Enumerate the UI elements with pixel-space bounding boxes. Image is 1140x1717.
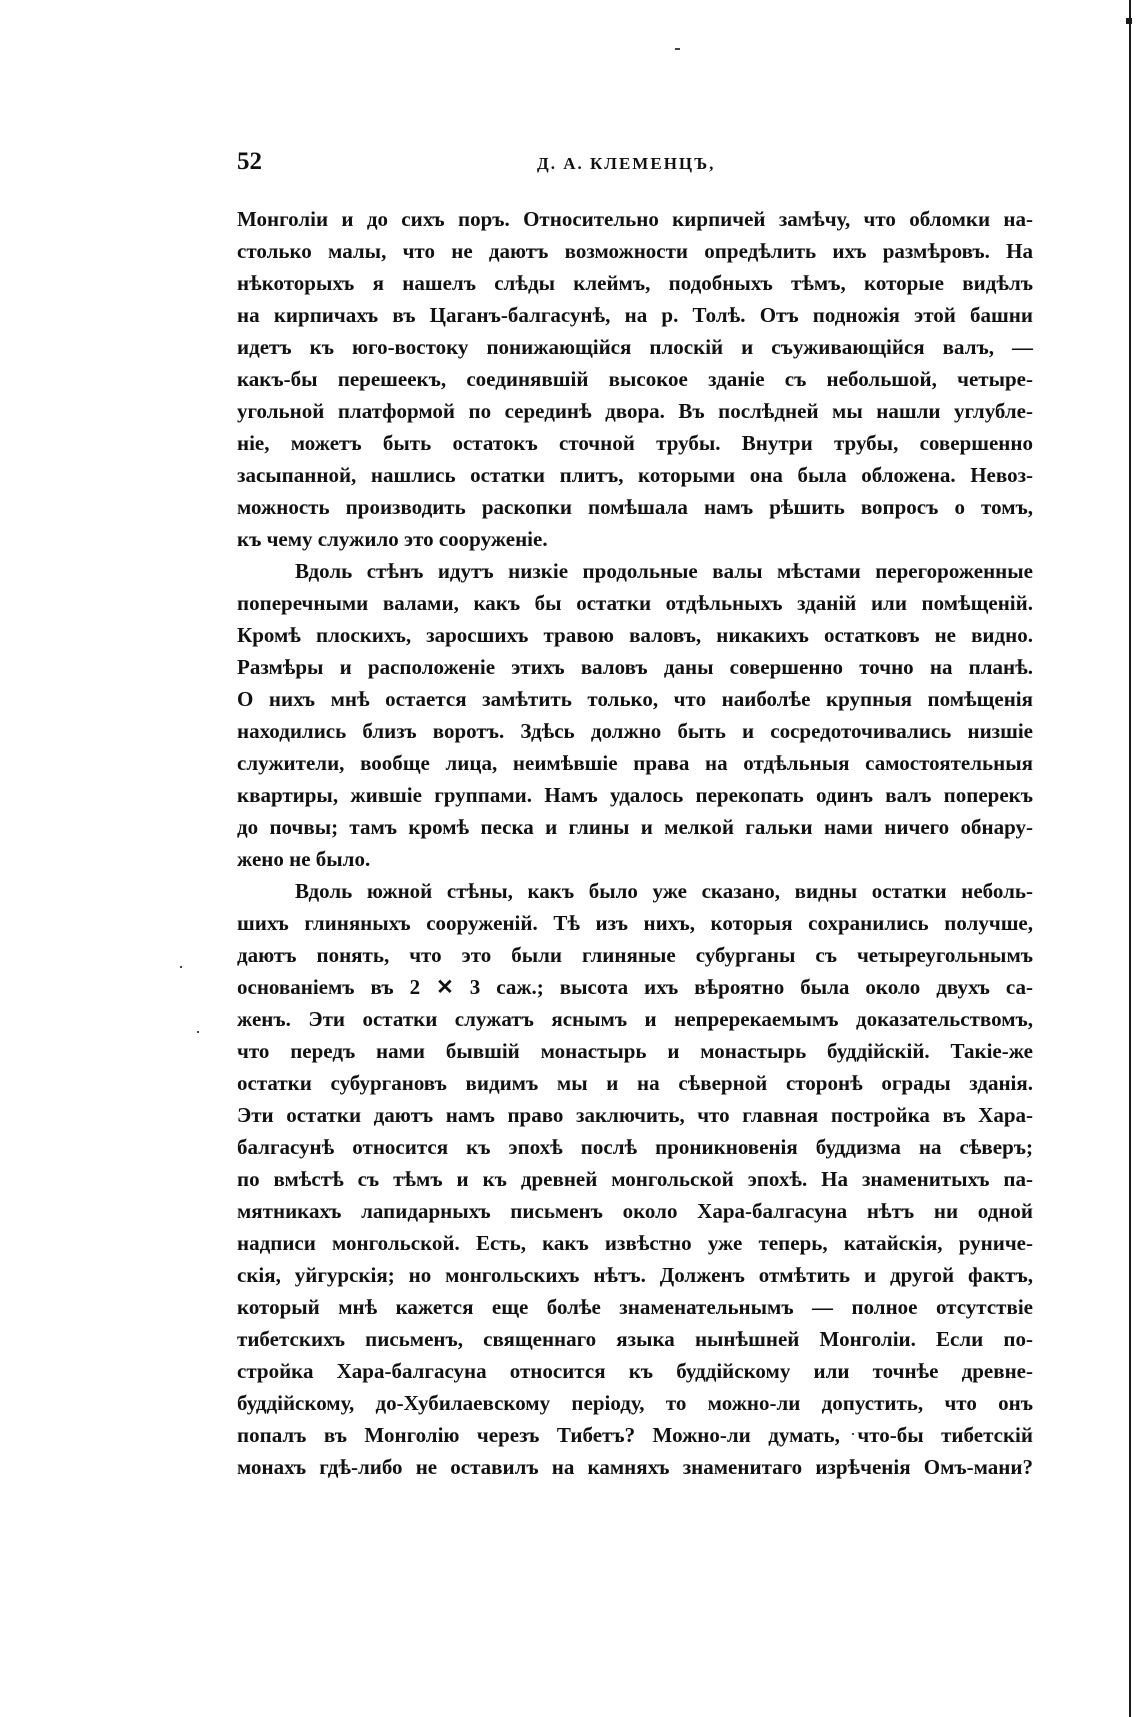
text-line: Вдоль стѣнъ идутъ низкіе продольные валы мѣстами перегороженные (295, 559, 1033, 583)
text-line: мятникахъ лапидарныхъ письменъ около Хара-балгасуна нѣтъ ни одной (237, 1199, 1033, 1223)
paragraph (237, 555, 1033, 875)
text-line: поперечными валами, какъ бы остатки отдѣльныхъ зданій или помѣщеній. (237, 591, 1033, 615)
text-line: жено не было. (237, 847, 371, 871)
text-line: буддійскому, до-Хубилаевскому періоду, то можно-ли допустить, что онъ (237, 1391, 1033, 1415)
text-line: можность производить раскопки помѣшала намъ рѣшить вопросъ о томъ, (237, 495, 1033, 519)
paragraph (237, 875, 1033, 1483)
print-speck (197, 1031, 199, 1033)
print-speck (180, 966, 182, 968)
text-line: на кирпичахъ въ Цаганъ-балгасунѣ, на р. Толѣ. Отъ подножія этой башни (237, 303, 1033, 327)
text-line: основаніемъ въ 2 ✕ 3 саж.; высота ихъ вѣроятно была около двухъ са- (237, 975, 1033, 999)
body-text (237, 203, 1033, 1483)
text-line: Размѣры и расположеніе этихъ валовъ даны совершенно точно на планѣ. (237, 655, 1033, 679)
page-edge-line (1129, 0, 1131, 1717)
text-line: Кромѣ плоскихъ, заросшихъ травою валовъ, никакихъ остатковъ не видно. (237, 623, 1033, 647)
text-line: который мнѣ кажется еще болѣе знаменательнымъ — полное отсутствіе (237, 1295, 1033, 1319)
page-edge-mark (1126, 18, 1132, 24)
text-line: Эти остатки даютъ намъ право заключить, что главная постройка въ Хара- (237, 1103, 1033, 1127)
text-line: идетъ къ юго-востоку понижающійся плоскій и съуживающійся валъ, — (237, 335, 1033, 359)
text-line: Монголіи и до сихъ поръ. Относительно кирпичей замѣчу, что обломки на- (237, 207, 1033, 231)
text-line: угольной платформой по серединѣ двора. Въ послѣдней мы нашли углубле- (237, 399, 1033, 423)
page-number: 52 (237, 148, 262, 175)
text-line: до почвы; тамъ кромѣ песка и глины и мелкой гальки нами ничего обнару- (237, 815, 1033, 839)
text-line: надписи монгольской. Есть, какъ извѣстно уже теперь, катайскія, руниче- (237, 1231, 1033, 1255)
text-line: даютъ понять, что это были глиняные субурганы съ четыреугольнымъ (237, 943, 1033, 967)
text-line: Вдоль южной стѣны, какъ было уже сказано, видны остатки неболь- (295, 879, 1033, 903)
text-line: нѣкоторыхъ я нашелъ слѣды клеймъ, подобныхъ тѣмъ, которые видѣлъ (237, 271, 1033, 295)
page-header (237, 148, 1037, 188)
text-line: остатки субургановъ видимъ мы и на сѣверной сторонѣ ограды зданія. (237, 1071, 1033, 1095)
running-head: Д. А. КЛЕМЕНЦЪ, (537, 154, 716, 173)
paragraph (237, 203, 1033, 555)
text-line: находились близъ воротъ. Здѣсь должно быть и сосредоточивались низшіе (237, 719, 1033, 743)
text-line: квартиры, жившіе группами. Намъ удалось перекопать одинъ валъ поперекъ (237, 783, 1033, 807)
text-line: попалъ въ Монголію черезъ Тибетъ? Можно-ли думать, что-бы тибетскій (237, 1423, 1033, 1447)
text-line: монахъ гдѣ-либо не оставилъ на камняхъ знаменитаго изрѣченія Омъ-мани? (237, 1455, 1033, 1479)
text-line: къ чему служило это сооруженіе. (237, 527, 548, 551)
text-line: шихъ глиняныхъ сооруженій. Тѣ изъ нихъ, которыя сохранились получше, (237, 911, 1033, 935)
text-line: ніе, можетъ быть остатокъ сточной трубы. Внутри трубы, совершенно (237, 431, 1033, 455)
text-line: служители, вообще лица, неимѣвшіе права на отдѣльныя самостоятельныя (237, 751, 1033, 775)
text-line: тибетскихъ письменъ, священнаго языка нынѣшней Монголіи. Если по- (237, 1327, 1033, 1351)
text-line: балгасунѣ относится къ эпохѣ послѣ проникновенія буддизма на сѣверъ; (237, 1135, 1033, 1159)
text-line: столько малы, что не даютъ возможности опредѣлить ихъ размѣровъ. На (237, 239, 1033, 263)
text-line: женъ. Эти остатки служатъ яснымъ и непререкаемымъ доказательствомъ, (237, 1007, 1033, 1031)
text-line: скія, уйгурскія; но монгольскихъ нѣтъ. Долженъ отмѣтить и другой фактъ, (237, 1263, 1033, 1287)
text-line: какъ-бы перешеекъ, соединявшій высокое зданіе съ небольшой, четыре- (237, 367, 1033, 391)
text-line: стройка Хара-балгасуна относится къ буддійскому или точнѣе древне- (237, 1359, 1033, 1383)
print-speck (675, 48, 680, 50)
text-line: что передъ нами бывшій монастырь и монастырь буддійскій. Такіе-же (237, 1039, 1033, 1063)
text-line: засыпанной, нашлись остатки плитъ, которыми она была обложена. Невоз- (237, 463, 1033, 487)
text-line: О нихъ мнѣ остается замѣтить только, что наиболѣе крупныя помѣщенія (237, 687, 1033, 711)
text-line: по вмѣстѣ съ тѣмъ и къ древней монгольской эпохѣ. На знаменитыхъ па- (237, 1167, 1033, 1191)
